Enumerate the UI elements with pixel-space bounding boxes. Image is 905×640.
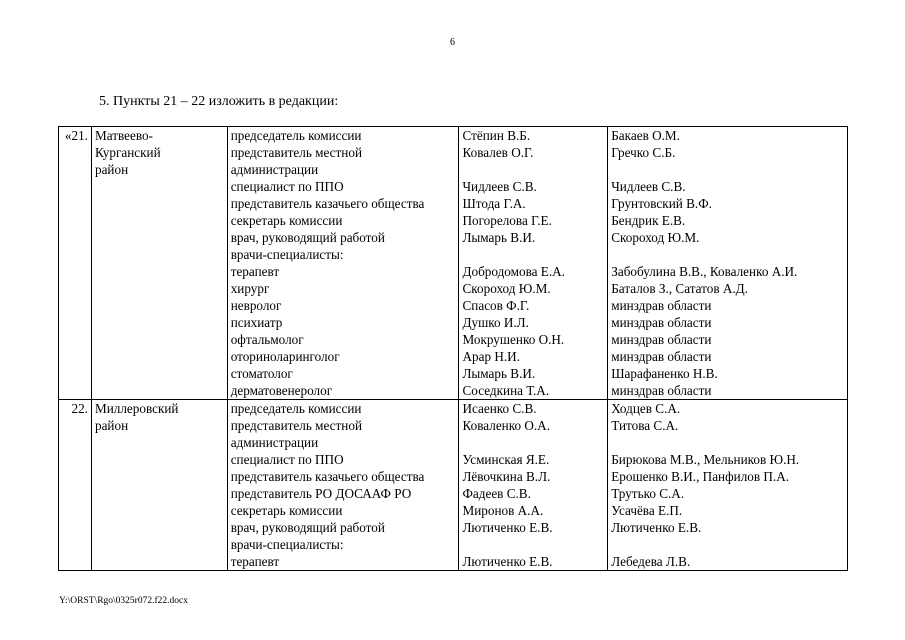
cell-line: Забобулина В.В., Коваленко А.И.: [611, 264, 798, 279]
cell-line: минздрав области: [611, 332, 712, 347]
cell-line: врачи-специалисты:: [230, 537, 344, 552]
cell-line: «21.: [64, 128, 88, 143]
cell-line: Усачёва Е.П.: [611, 503, 683, 518]
cell-line: Лютиченко Е.В.: [462, 520, 553, 535]
cell-line: невролог: [230, 298, 282, 313]
cell-line: Лютиченко Е.В.: [611, 520, 702, 535]
cell-line: хирург: [230, 281, 270, 296]
cell-line: Шарафаненко Н.В.: [611, 366, 718, 381]
cell-line: Миронов А.А.: [462, 503, 544, 518]
cell-line: специалист по ППО: [230, 452, 344, 467]
cell-line: [462, 536, 604, 553]
cell-line: [611, 161, 844, 178]
cell-line: оториноларинголог: [230, 349, 340, 364]
cell-line: Баталов З., Сататов А.Д.: [611, 281, 748, 296]
cell-line: представитель местной: [230, 145, 363, 160]
cell-line: врачи-специалисты:: [230, 247, 344, 262]
item-number: [59, 400, 92, 571]
cell-line: представитель казачьего общества: [230, 469, 425, 484]
cell-line: [611, 434, 844, 451]
cell-line: Миллеровский: [94, 401, 179, 416]
cell-line: Трутько С.А.: [611, 486, 685, 501]
cell-line: Мокрушенко О.Н.: [462, 332, 565, 347]
cell-line: Лебедева Л.В.: [611, 554, 691, 569]
cell-line: Гречко С.Б.: [611, 145, 676, 160]
cell-line: Коваленко О.А.: [462, 418, 550, 433]
cell-line: Скороход Ю.М.: [462, 281, 551, 296]
cell-line: Лымарь В.И.: [462, 230, 536, 245]
cell-line: терапевт: [230, 264, 280, 279]
cell-line: Исаенко С.В.: [462, 401, 537, 416]
cell-line: специалист по ППО: [230, 179, 344, 194]
cell-line: Титова С.А.: [611, 418, 679, 433]
cell-line: район: [94, 162, 129, 177]
cell-line: Спасов Ф.Г.: [462, 298, 530, 313]
cell-line: представитель РО ДОСААФ РО: [230, 486, 412, 501]
section-row: [59, 400, 848, 571]
cell-line: Скороход Ю.М.: [611, 230, 700, 245]
cell-line: представитель местной: [230, 418, 363, 433]
cell-line: Лымарь В.И.: [462, 366, 536, 381]
cell-line: [611, 536, 844, 553]
cell-line: 22.: [71, 401, 88, 416]
cell-line: Арар Н.И.: [462, 349, 520, 364]
cell-line: Усминская Я.Е.: [462, 452, 550, 467]
cell-line: Фадеев С.В.: [462, 486, 531, 501]
cell-line: администрации: [230, 435, 319, 450]
cell-line: Чидлеев С.В.: [462, 179, 537, 194]
cell-line: Ковалев О.Г.: [462, 145, 534, 160]
cell-line: минздрав области: [611, 315, 712, 330]
file-path-footer: Y:\ORST\Rgo\0325r072.f22.docx: [59, 596, 188, 606]
cell-line: Душко И.Л.: [462, 315, 529, 330]
cell-line: Стёпин В.Б.: [462, 128, 531, 143]
cell-line: Курганский: [94, 145, 161, 160]
cell-line: Соседкина Т.А.: [462, 383, 550, 398]
cell-line: минздрав области: [611, 383, 712, 398]
main-member-column: [459, 400, 608, 571]
intro-paragraph: 5. Пункты 21 – 22 изложить в редакции:: [99, 94, 339, 109]
cell-line: [611, 246, 844, 263]
cell-line: Добродомова Е.А.: [462, 264, 565, 279]
cell-line: Лютиченко Е.В.: [462, 554, 553, 569]
cell-line: Бакаев О.М.: [611, 128, 680, 143]
commission-table: [58, 126, 848, 571]
cell-line: терапевт: [230, 554, 280, 569]
district-name: [91, 127, 227, 400]
cell-line: представитель казачьего общества: [230, 196, 425, 211]
item-number: [59, 127, 92, 400]
cell-line: председатель комиссии: [230, 128, 362, 143]
cell-line: Бирюкова М.В., Мельников Ю.Н.: [611, 452, 800, 467]
cell-line: [462, 161, 604, 178]
cell-line: район: [94, 418, 129, 433]
cell-line: Бендрик Е.В.: [611, 213, 686, 228]
cell-line: Штода Г.А.: [462, 196, 526, 211]
cell-line: Лёвочкина В.Л.: [462, 469, 551, 484]
reserve-member-column: [608, 127, 848, 400]
cell-line: стоматолог: [230, 366, 293, 381]
cell-line: администрации: [230, 162, 319, 177]
cell-line: Ходцев С.А.: [611, 401, 681, 416]
cell-line: минздрав области: [611, 349, 712, 364]
cell-line: Матвеево-: [94, 128, 153, 143]
main-member-column: [459, 127, 608, 400]
cell-line: офтальмолог: [230, 332, 304, 347]
section-row: [59, 127, 848, 400]
cell-line: Ерошенко В.И., Панфилов П.А.: [611, 469, 790, 484]
role-column: [227, 400, 459, 571]
cell-line: минздрав области: [611, 298, 712, 313]
cell-line: дерматовенеролог: [230, 383, 333, 398]
role-column: [227, 127, 459, 400]
cell-line: Грунтовский В.Ф.: [611, 196, 712, 211]
cell-line: секретарь комиссии: [230, 213, 343, 228]
cell-line: врач, руководящий работой: [230, 230, 385, 245]
reserve-member-column: [608, 400, 848, 571]
cell-line: секретарь комиссии: [230, 503, 343, 518]
cell-line: Погорелова Г.Е.: [462, 213, 552, 228]
cell-line: [462, 434, 604, 451]
cell-line: председатель комиссии: [230, 401, 362, 416]
cell-line: [462, 246, 604, 263]
page-number: 6: [450, 37, 455, 48]
district-name: [91, 400, 227, 571]
cell-line: врач, руководящий работой: [230, 520, 385, 535]
cell-line: Чидлеев С.В.: [611, 179, 686, 194]
cell-line: психиатр: [230, 315, 283, 330]
